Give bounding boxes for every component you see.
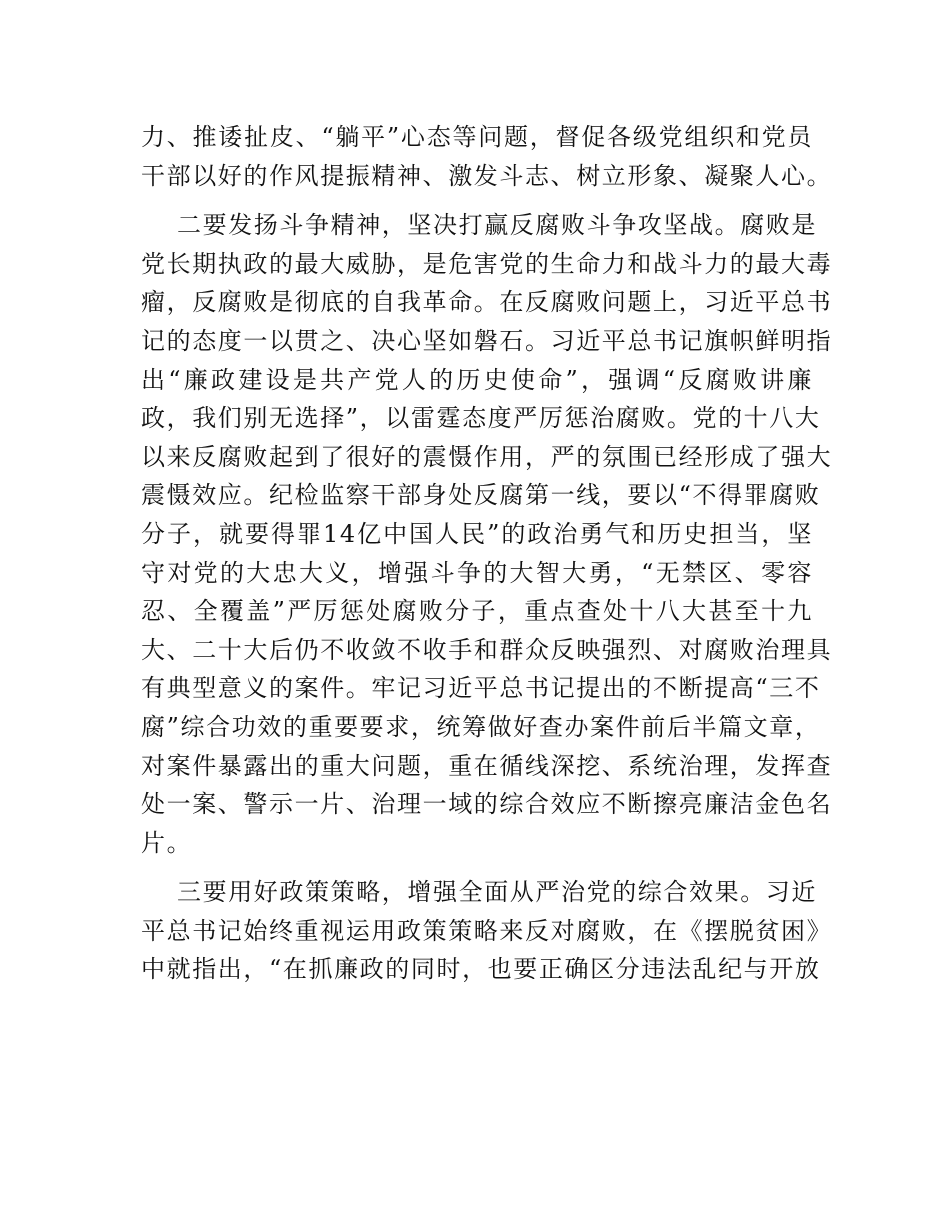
- text-line: 震慑效应。纪检监察干部身处反腐第一线，要以“不得罪腐败: [141, 481, 821, 510]
- text-line: 出“廉政建设是共产党人的历史使命”，强调“反腐败讲廉: [141, 365, 813, 394]
- text-line: 对案件暴露出的重大问题，重在循线深挖、系统治理，发挥查: [141, 751, 833, 780]
- text-line: 大、二十大后仍不收敛不收手和群众反映强烈、对腐败治理具: [141, 635, 833, 664]
- text-line: 政，我们别无选择”，以雷霆态度严厉惩治腐败。党的十八大: [141, 404, 821, 433]
- paragraph-3: [141, 873, 833, 989]
- text-line: 记的态度一以贯之、决心坚如磐石。习近平总书记旗帜鲜明指: [141, 326, 833, 355]
- text-line: 分子，就要得罪14亿中国人民”的政治勇气和历史担当，坚: [141, 519, 813, 548]
- text-line: 二要发扬斗争精神，坚决打赢反腐败斗争攻坚战。腐败是: [177, 211, 817, 240]
- text-line: 有典型意义的案件。牢记习近平总书记提出的不断提高“三不: [141, 674, 821, 703]
- text-line: 片。: [141, 828, 193, 857]
- text-line: 三要用好政策策略，增强全面从严治党的综合效果。习近: [177, 878, 817, 907]
- text-line: 瘤，反腐败是彻底的自我革命。在反腐败问题上，习近平总书: [141, 288, 833, 317]
- text-line: 党长期执政的最大威胁，是危害党的生命力和战斗力的最大毒: [141, 249, 833, 278]
- text-line: 腐”综合功效的重要要求，统筹做好查办案件前后半篇文章，: [141, 712, 821, 741]
- text-line: 处一案、警示一片、治理一域的综合效应不断擦亮廉洁金色名: [141, 790, 833, 819]
- text-line: 干部以好的作风提振精神、激发斗志、树立形象、凝聚人心。: [141, 161, 833, 190]
- text-line: 守对党的大忠大义，增强斗争的大智大勇，“无禁区、零容: [141, 558, 813, 587]
- text-line: 平总书记始终重视运用政策策略来反对腐败，在《摆脱贫困》: [141, 916, 833, 945]
- text-line: 忍、全覆盖”严厉惩处腐败分子，重点查处十八大甚至十九: [141, 597, 813, 626]
- text-line: 以来反腐败起到了很好的震慑作用，严的氛围已经形成了强大: [141, 442, 833, 471]
- document-body: [141, 118, 833, 989]
- text-line: 力、推诿扯皮、“躺平”心态等问题，督促各级党组织和党员: [141, 123, 813, 151]
- paragraph-1: [141, 118, 833, 195]
- paragraph-2: [141, 206, 833, 862]
- text-line: 中就指出，“在抓廉政的同时，也要正确区分违法乱纪与开放: [141, 955, 821, 984]
